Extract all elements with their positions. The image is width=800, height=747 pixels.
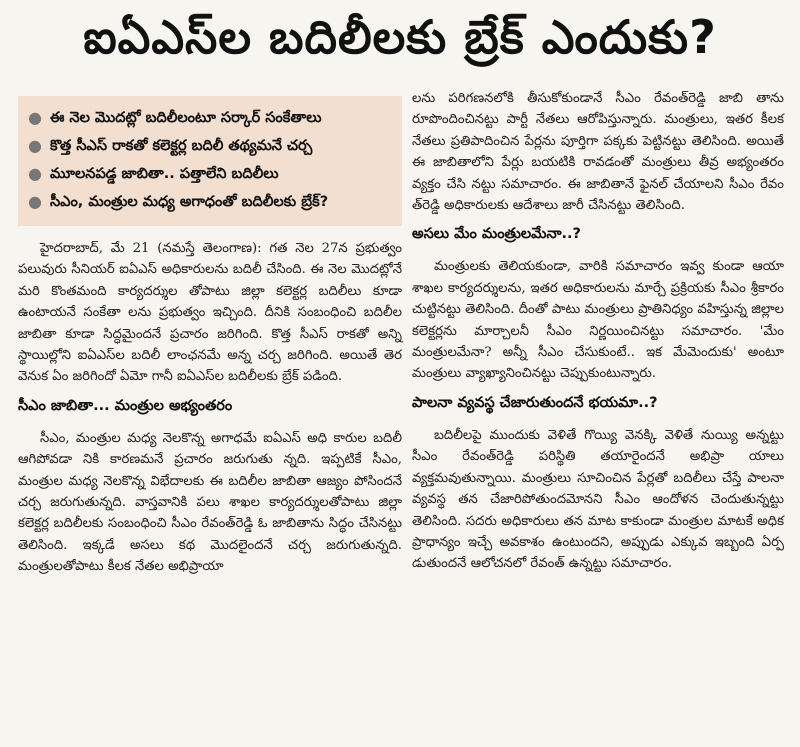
body-paragraph: బదిలీలపై ముందుకు వెళితే గొయ్యి వెనక్కి వెళితే నుయ్యి అన్నట్టు సీఎం రేవంత్‌రెడ్డి పరిస్థితి తయారైందనే అభిప్రా యాలు వ్యక్తమవుతున్నాయి. మంత్రులు సూచించిన పేర్లతో బదిలీలు చేస్తే పాలనా వ్యవస్థ తన చేజారిపోతుందమోనని సీఎం ఆందోళన చెందుతున్నట్టు తెలిసింది. సదరు అధికారులు తన మాట కాకుండా మంత్రుల మాటకే అధిక ప్రాధాన్యం ఇచ్చే అవకాశం ఉంటుందని, అప్పుడు ఎక్కువ ఇబ్బంది ఏర్ప డుతుందనే ఆలోచనలో రేవంత్‌ ఉన్నట్టు సమాచారం.	[412, 427, 784, 572]
left-column	[18, 96, 402, 586]
highlight-item: ● కొత్త సీఎస్‌ రాకతో కలెక్టర్ల బదిలీ తథ్యమనే చర్చ	[28, 136, 313, 155]
intro-paragraph: హైదరాబాద్‌, మే 21 (నమస్తే తెలంగాణ): గత నెల 27న ప్రభుత్వం పలువురు సీనియర్‌ ఐఏఎస్‌ అధికారులను బదిలీ చేసింది. ఈ నెల మొదట్లోనే మరి కొంతమంది కార్యదర్శుల తోపాటు జిల్లా కలెక్టర్ల బదిలీలు కూడా ఉంటాయనే సంకేతా లను ప్రభుత్వం ఇచ్చింది. దీనికి సంబంధించి బదిలీల జాబితా కూడా సిద్ధమైందనే ప్రచారం జరిగింది. కొత్త సీఎస్‌ రాకతో అన్ని స్థాయిల్లోని ఐఏఎస్‌ల బదిలీ లాంఛనమే అన్న చర్చ జరిగింది. అయితే తెర వెనుక ఏం జరిగిందో ఏమో గానీ ఐఏఎస్‌ల బదిలీలకు బ్రేక్‌ పడింది.	[18, 241, 402, 385]
subheading: సీఎం జాబితా... మంత్రుల అభ్యంతరం	[18, 397, 233, 414]
subheading: అసలు మేం మంత్రులమేనా..?	[412, 226, 581, 243]
highlights-box	[18, 96, 402, 226]
bullet-icon: ●	[28, 164, 42, 183]
headline: ఐఏఎస్‌ల బదిలీలకు బ్రేక్‌ ఎందుకు?	[83, 10, 717, 64]
highlight-item: ● సీఎం, మంత్రుల మధ్య అగాధంతో బదిలీలకు బ్రేక్‌?	[28, 192, 329, 211]
bullet-icon: ●	[28, 136, 42, 155]
highlight-item: ● మూలనపడ్డ జాబితా.. పత్తాలేని బదిలీలు	[28, 164, 279, 183]
right-column	[412, 88, 784, 583]
body-paragraph: మంత్రులకు తెలియకుండా, వారికి సమాచారం ఇవ్వ కుండా ఆయా శాఖల కార్యదర్శులను, ఇతర అధికారులను మార్చే ప్రక్రియకు సీఎం శ్రీకారం చుట్టినట్టు తెలిసింది. దీంతో పాటు మంత్రులు ప్రాతినిధ్యం వహిస్తున్న జిల్లాల కలెక్టర్లను మార్చాలనీ సీఎం నిర్ణయించినట్టు సమాచారం. 'మేం మంత్రులమేనా? అన్నీ సీఎం చేసుకుంటే.. ఇక మేమెందుకు' అంటూ మంత్రులు వ్యాఖ్యానించినట్టు చెప్పుకుంటున్నారు.	[412, 259, 784, 382]
body-paragraph: లను పరిగణనలోకి తీసుకోకుండానే సీఎం రేవంత్‌రెడ్డి జాబి తాను రూపొందించినట్టు పార్టీ నేతలు ఆరోపిస్తున్నారు. మంత్రులు, ఇతర కీలక నేతలు ప్రతిపాదించిన పేర్లను పూర్తిగా పక్కకు పెట్టినట్టు తెలిసింది. అయితే ఈ జాబితాలోని పేర్లు బయటికి రావడంతో మంత్రులు తీవ్ర అభ్యంతరం వ్యక్తం చేసి నట్టు సమాచారం. ఈ జాబితానే ఫైనల్‌ చేయాలని సీఎం రేవం త్‌రెడ్డి అధికారులకు ఆదేశాలు జారీ చేసినట్టు తెలిసింది.	[412, 91, 784, 214]
bullet-icon: ●	[28, 108, 42, 127]
body-paragraph: సీఎం, మంత్రుల మధ్య నెలకొన్న అగాధమే ఐఏఎస్‌ అధి కారుల బదిలీ ఆగిపోవడా నికి కారణమనే ప్రచారం జరుగుతు న్నది. ఇప్పటికే సీఎం, మంత్రుల మధ్య నెలకొన్న విభేదాలకు ఈ బదిలీల జాబితా ఆజ్యం పోసిందనే చర్చ జరుగుతున్నది. వాస్తవానికి పలు శాఖల కార్యదర్శులతోపాటు జిల్లా కలెక్టర్ల బదిలీలకు సంబంధించి సీఎం రేవంత్‌రెడ్డి ఓ జాబితాను సిద్ధం చేసినట్టు తెలిసింది. ఇక్కడే అసలు కథ మొదలైందనే చర్చ జరుగుతున్నది. మంత్రులతోపాటు కీలక నేతల అభిప్రాయా	[18, 430, 402, 575]
bullet-icon: ●	[28, 192, 42, 211]
subheading: పాలనా వ్యవస్థ చేజారుతుందనే భయమా..?	[412, 394, 658, 411]
highlight-item: ● ఈ నెల మొదట్లో బదిలీలంటూ సర్కార్‌ సంకేతాలు	[28, 108, 322, 127]
